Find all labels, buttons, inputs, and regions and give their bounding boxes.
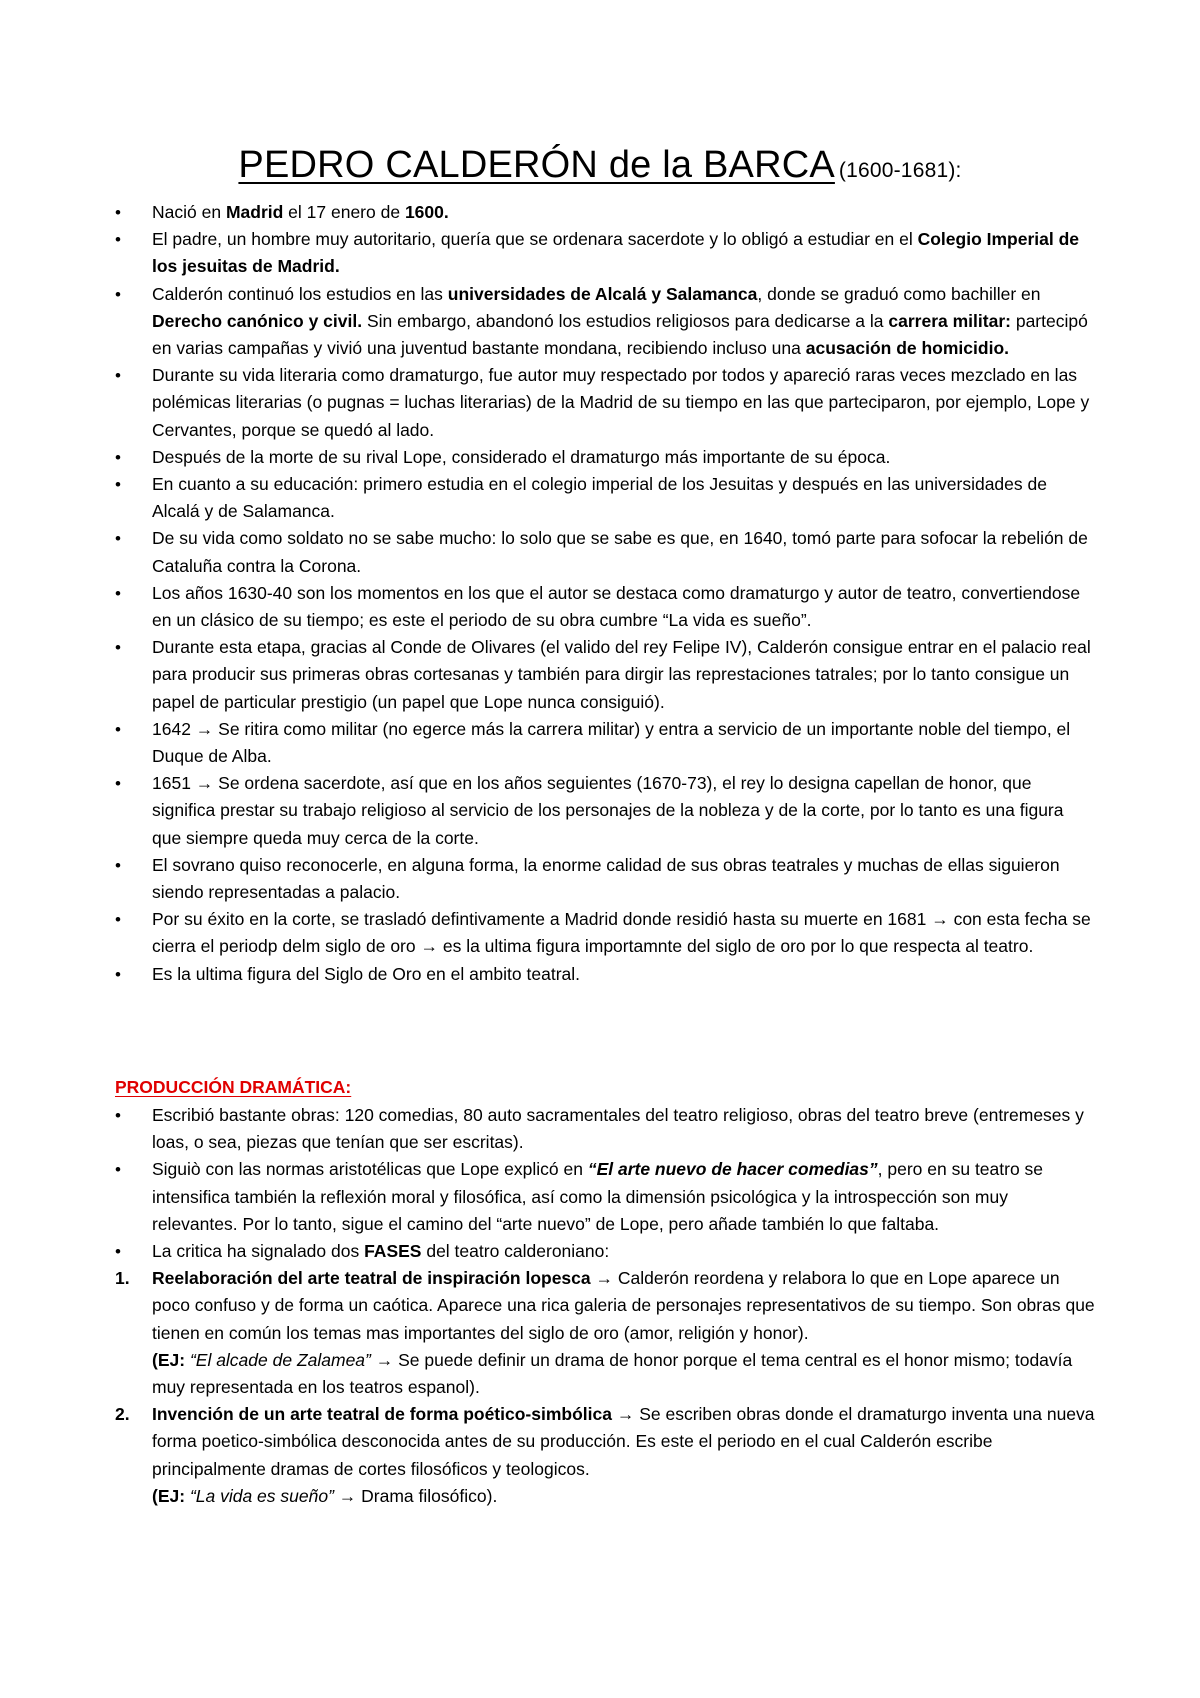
text-run: Siguiò con las normas aristotélicas que Lope explicó en xyxy=(152,1159,588,1180)
text-run: del teatro calderoniano: xyxy=(421,1241,610,1262)
text-run: , donde se graduó como bachiller en xyxy=(757,283,1041,304)
section-heading: PRODUCCIÓN DRAMÁTICA: xyxy=(115,1077,352,1097)
bio-list-item xyxy=(115,634,1095,716)
bio-list-item xyxy=(115,716,1095,770)
text-run: De su vida como soldato no se sabe mucho: lo solo que se sabe es que, en 1640, tomó parte para sofocar la rebelión de Cataluña contra la Corona. xyxy=(152,528,1088,576)
text-run: “El alcade de Zalamea” xyxy=(189,1349,371,1370)
bio-bullet-list xyxy=(115,199,1095,988)
text-run: Se escriben obras donde el dramaturgo inventa una nueva forma poetico-simbólica desconocida antes de su producción. Es este el periodo en el cual Calderón escribe principalmente dramas de cortes filosóficos y teologicos. xyxy=(152,1404,1095,1479)
text-run: es la ultima figura importamnte del siglo de oro por lo que respecta al teatro. xyxy=(437,936,1034,957)
text-run: FASES xyxy=(364,1241,422,1262)
phase-description xyxy=(152,1401,1095,1483)
production-section xyxy=(115,1102,1095,1510)
text-run: “La vida es sueño” xyxy=(189,1485,334,1506)
arrow-icon: → xyxy=(375,1349,394,1370)
text-run: Madrid xyxy=(225,202,284,222)
text-run: 1651 xyxy=(152,773,196,794)
bio-list-item xyxy=(115,199,1095,226)
text-run: Se puede definir un drama de honor porque el tema central es el honor mismo; todavía muy representada en los teatros espanol). xyxy=(152,1349,1073,1398)
text-run: Drama filosófico). xyxy=(356,1485,498,1506)
text-run: con esta fecha se cierra el periodp delm siglo de oro xyxy=(152,909,1091,957)
phase-list-item xyxy=(115,1265,1095,1401)
production-list-item xyxy=(115,1156,1095,1238)
text-run: Invención de un arte teatral de forma poético-simbólica xyxy=(152,1404,612,1425)
text-run: acusación de homicidio. xyxy=(805,338,1009,359)
arrow-icon: → xyxy=(420,936,438,957)
bio-list-item xyxy=(115,961,1095,988)
text-run: el 17 enero de xyxy=(283,202,405,222)
text-run: , pero en su teatro se intensifica también la reflexión moral y filosófica, así como la dimensión psicológica y la introspección son muy relevantes. Por lo tanto, sigue el camino del “arte nuevo” de Lope, pero añade también lo que faltaba. xyxy=(152,1159,1044,1234)
text-run: El sovrano quiso reconocerle, en alguna forma, la enorme calidad de sus obras teatrales y muchas de ellas siguieron siendo representadas a palacio. xyxy=(152,854,1060,903)
text-run: Calderón reordena y relabora lo que en Lope aparece un poco confuso y de forma un caótica. Aparece una rica galeria de personajes representativos de su tiempo. Son obras que tienen en común los temas mas importantes del siglo de oro (amor, religión y honor). xyxy=(152,1268,1095,1343)
arrow-icon: → xyxy=(931,909,949,930)
text-run: El padre, un hombre muy autoritario, quería que se ordenara sacerdote y lo obligó a estudiar en el xyxy=(152,229,918,250)
bio-section xyxy=(115,199,1095,988)
text-run: universidades de Alcalá y Salamanca xyxy=(447,283,758,304)
text-run: Reelaboración del arte teatral de inspiración lopesca xyxy=(152,1268,591,1289)
text-run: Nació en xyxy=(152,202,226,222)
bio-list-item xyxy=(115,580,1095,634)
bio-list-item xyxy=(115,906,1095,960)
text-run: (EJ: xyxy=(152,1349,186,1370)
bio-list-item xyxy=(115,525,1095,579)
page-title xyxy=(0,140,1200,196)
text-run: Derecho canónico y civil. xyxy=(152,310,363,331)
text-run: 1600. xyxy=(404,202,449,222)
text-run: Durante esta etapa, gracias al Conde de Olivares (el valido del rey Felipe IV), Calderón consigue entrar en el palacio real para producir sus primeras obras cortesanas y también para dirgir las represtaciones tatrales; por lo tanto consigue un papel de particular prestigio (un papel que Lope nunca consiguió). xyxy=(152,637,1091,712)
production-bullet-list xyxy=(115,1102,1095,1265)
text-run: Calderón continuó los estudios en las xyxy=(152,283,448,304)
text-run: partecipó en varias campañas y vivió una juventud bastante mondana, recibiendo incluso una xyxy=(152,310,1088,359)
phase-description xyxy=(152,1265,1095,1347)
text-run: Los años 1630-40 son los momentos en los que el autor se destaca como dramaturgo y autor de teatro, convertiendose en un clásico de su tiempo; es este el periodo de su obra cumbre “La vida es sueño”. xyxy=(152,582,1081,631)
production-list-item xyxy=(115,1102,1095,1156)
text-run: carrera militar: xyxy=(888,310,1011,331)
arrow-icon: → xyxy=(195,773,214,794)
title-years: (1600-1681): xyxy=(838,159,962,182)
text-run: Se ordena sacerdote, así que en los años seguientes (1670-73), el rey lo designa capellan de honor, que significa prestar su trabajo religioso al servicio de los personajes de la nobleza y de la corte, por lo tanto es una figura que siempre queda muy cerca de la corte. xyxy=(152,773,1064,848)
text-run: Es la ultima figura del Siglo de Oro en el ambito teatral. xyxy=(152,963,580,984)
text-run: Sin embargo, abandonó los estudios religiosos para dedicarse a la xyxy=(362,310,889,331)
arrow-icon: → xyxy=(195,718,214,739)
bio-list-item xyxy=(115,444,1095,471)
phase-number: 1. xyxy=(115,1268,130,1289)
bio-list-item xyxy=(115,362,1095,444)
production-list-item xyxy=(115,1238,1095,1265)
text-run: Por su éxito en la corte, se trasladó defintivamente a Madrid donde residió hasta su muerte en 1681 xyxy=(152,909,932,930)
bio-list-item xyxy=(115,226,1095,280)
arrow-icon: → xyxy=(616,1404,635,1425)
text-run: Después de la morte de su rival Lope, considerado el dramaturgo más importante de su época. xyxy=(152,446,891,467)
text-run: En cuanto a su educación: primero estudia en el colegio imperial de los Jesuitas y después en las universidades de Alcalá y de Salamanca. xyxy=(152,474,1047,522)
phase-example xyxy=(152,1483,1095,1510)
arrow-icon: → xyxy=(595,1268,614,1289)
phase-example xyxy=(152,1347,1095,1401)
arrow-icon: → xyxy=(338,1485,357,1506)
text-run: 1642 xyxy=(152,718,196,739)
text-run: Colegio Imperial de los jesuitas de Madrid. xyxy=(152,229,1080,277)
text-run: “El arte nuevo de hacer comedias” xyxy=(587,1159,878,1180)
phases-numbered-list xyxy=(115,1265,1095,1510)
text-run: Se ritira como militar (no egerce más la carrera militar) y entra a servicio de un importante noble del tiempo, el Duque de Alba. xyxy=(152,718,1071,767)
title-main: PEDRO CALDERÓN de la BARCA xyxy=(238,144,835,186)
text-run: La critica ha signalado dos xyxy=(152,1241,365,1262)
text-run: (EJ: xyxy=(152,1485,186,1506)
bio-list-item xyxy=(115,770,1095,852)
phase-list-item xyxy=(115,1401,1095,1510)
text-run: Durante su vida literaria como dramaturgo, fue autor muy respectado por todos y apareció raras veces mezclado en las polémicas literarias (o pugnas = luchas literarias) de la Madrid de su tiempo en las que parteciparon, por ejemplo, Lope y Cervantes, porque se quedó al lado. xyxy=(152,365,1090,440)
text-run: Escribió bastante obras: 120 comedias, 80 auto sacramentales del teatro religioso, obras del teatro breve (entremeses y loas, o sea, piezas que tenían que ser escritas). xyxy=(152,1105,1084,1153)
phase-number: 2. xyxy=(115,1404,130,1425)
bio-list-item xyxy=(115,471,1095,525)
bio-list-item xyxy=(115,281,1095,363)
bio-list-item xyxy=(115,852,1095,906)
